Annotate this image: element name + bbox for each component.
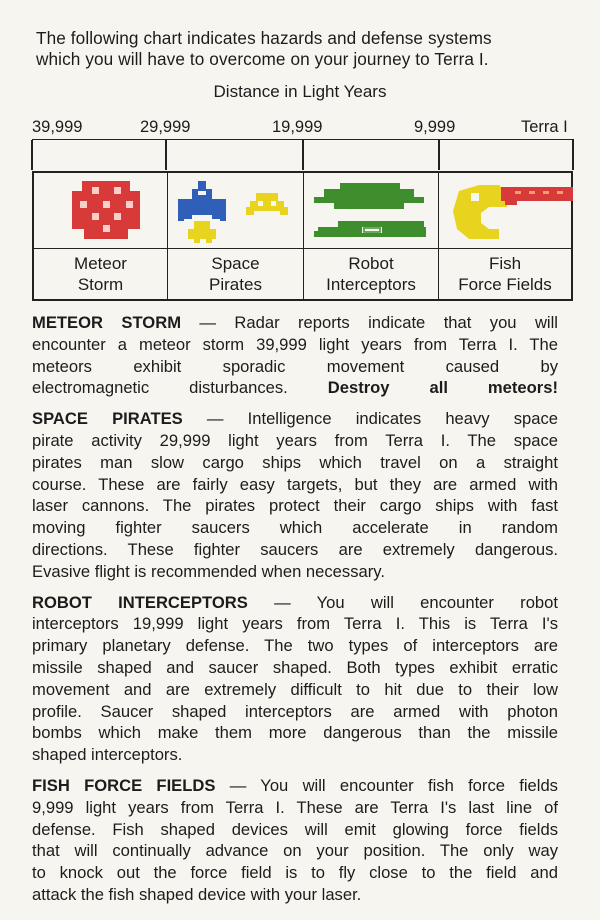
paragraph-line: missile shaped and saucer shaped. Both types exhibit erratic (32, 657, 558, 677)
paragraph-line: to knock out the force field is to fly close to the field and (32, 863, 558, 883)
meteor-block (82, 181, 130, 191)
distance-scale (32, 139, 574, 170)
distance-title: Distance in Light Years (213, 82, 387, 101)
emphasis-text: Destroy all meteors! (327, 378, 558, 398)
paragraph-line: — Intelligence indicates heavy space (182, 409, 559, 429)
intro-text (36, 28, 576, 70)
pirate-ship-icon (178, 181, 293, 243)
paragraph-line: — You will encounter fish force fields (215, 775, 558, 795)
hazard-chart (32, 171, 573, 301)
hazard-label-line: Storm (77, 275, 124, 294)
hazard-label-line: Meteor (74, 254, 127, 273)
tick-label: Terra I (521, 118, 568, 136)
section-heading: SPACE PIRATES (32, 409, 183, 429)
scale-tick (572, 140, 574, 170)
hazard-label-meteor (34, 249, 168, 299)
tick-label: 29,999 (140, 118, 191, 136)
paragraph-line: 9,999 light years from Terra I. These are Terra I's last line of (32, 797, 558, 817)
hazard-label-line: Force Fields (458, 275, 552, 294)
hazard-label-line: Fish (488, 254, 522, 273)
meteor-icon (70, 181, 142, 239)
paragraph-line: laser cannons. The pirates protect their cargo ships with fast (32, 496, 558, 516)
paragraph-line: shaped interceptors. (32, 745, 183, 765)
paragraph-line: primary planetary defense. The two types of interceptors are (32, 636, 558, 656)
fish-force-fields-paragraph (32, 775, 558, 906)
paragraph-line: pirates man slow cargo ships which travel on a straight (32, 452, 558, 472)
paragraph-line: course. These are fairly easy targets, but they are armed with (32, 474, 558, 494)
hazard-label-line: Interceptors (326, 275, 416, 294)
paragraph-line: that will continually advance on your position. The only way (32, 841, 558, 861)
tick-label: 39,999 (32, 118, 83, 136)
scale-tick (302, 140, 304, 170)
paragraph-line: electromagnetic disturbances. (32, 378, 328, 398)
paragraph-line: profile. Saucer shaped interceptors are armed with photon (32, 701, 558, 721)
fish-eye (471, 193, 479, 201)
paragraph-line: directions. These fighter saucers are extremely dangerous. (32, 539, 558, 559)
intro-line: The following chart indicates hazards and defense systems (36, 28, 492, 48)
fish-device-icon (449, 179, 573, 243)
robot-interceptor-icon (314, 183, 429, 241)
hazard-label-line: Robot (348, 254, 394, 273)
robot-interceptors-paragraph (32, 592, 558, 766)
meteor-sprite-cell (34, 173, 168, 249)
paragraph-line: Evasive flight is recommended when necessary. (32, 561, 385, 581)
paragraph-line: defense. Fish shaped devices will emit glowing force fields (32, 819, 558, 839)
hazard-label-robots (304, 249, 439, 299)
tick-label: 19,999 (272, 118, 323, 136)
intro-line: which you will have to overcome on your journey to Terra I. (36, 49, 489, 69)
paragraph-line: attack the fish shaped device with your laser. (32, 884, 362, 904)
hazard-label-line: Pirates (209, 275, 262, 294)
paragraph-line: meteors exhibit sporadic movement caused by (32, 356, 558, 376)
section-heading: METEOR STORM (32, 313, 182, 332)
hazard-label-pirates (168, 249, 304, 299)
scale-tick (438, 140, 440, 170)
meteor-storm-paragraph (32, 312, 558, 399)
scale-tick (31, 140, 33, 170)
hazard-descriptions (32, 312, 558, 915)
paragraph-line: pirate activity 29,999 light years from Terra I. The space (32, 430, 558, 450)
meteor-block (72, 191, 140, 229)
hazard-label-line: Space (211, 254, 260, 273)
paragraph-line: encounter a meteor storm 39,999 light years from Terra I. The (32, 334, 558, 354)
paragraph-line: bombs which make them more dangerous than the missile (32, 723, 558, 743)
paragraph-line: — You will encounter robot (247, 592, 558, 612)
paragraph-line: moving fighter saucers which accelerate in random (32, 518, 558, 538)
space-pirates-paragraph (32, 408, 558, 582)
robot-sprite-cell (304, 173, 439, 249)
paragraph-line: — Radar reports indicate that you will (181, 313, 558, 332)
paragraph-line: interceptors 19,999 light years from Terra I. This is Terra I's (32, 614, 558, 634)
pirate-sprite-cell (168, 173, 304, 249)
scale-tick (165, 140, 167, 170)
section-heading: ROBOT INTERCEPTORS (32, 592, 248, 612)
paragraph-line: movement and are extremely difficult to hit due to their low (32, 679, 558, 699)
hazard-label-fish (439, 249, 571, 299)
fish-sprite-cell (439, 173, 571, 249)
tick-label: 9,999 (414, 118, 456, 136)
section-heading: FISH FORCE FIELDS (32, 775, 216, 795)
